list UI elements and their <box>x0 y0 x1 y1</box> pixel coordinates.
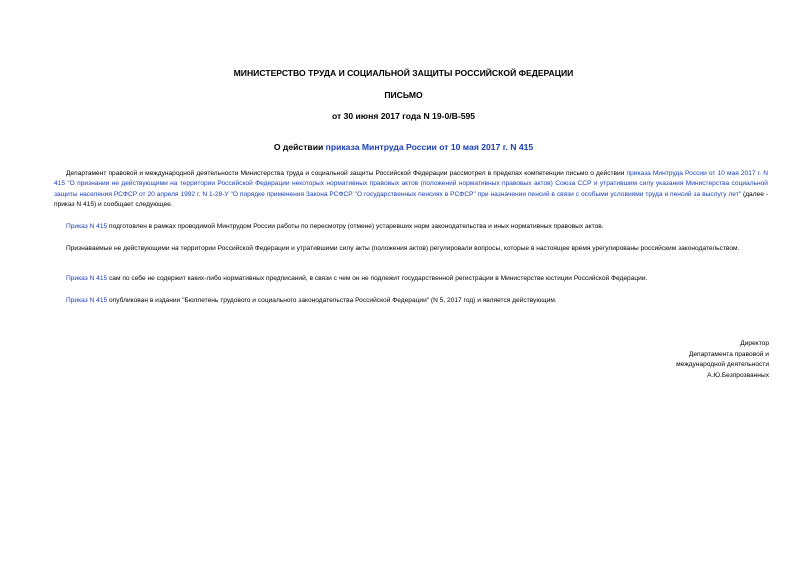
paragraph-3-text: Признаваемые не действующими на территории Российской Федерации и утратившими силу акты (положения актов) регулировали вопросы, которые в настоящее время урегулированы российским законодательством. <box>66 245 740 252</box>
paragraph-2 <box>54 222 768 232</box>
paragraph-5-order-link[interactable]: Приказ N 415 <box>66 297 108 304</box>
subject-prefix: О действии <box>273 142 326 152</box>
signature-name: А.Ю.Безпрозванных <box>707 371 769 379</box>
signature-position-line-1: Директор <box>740 340 769 347</box>
paragraph-4-text: сам по себе не содержит каких-либо нормативных предписаний, в связи с чем он не подлежит государственной регистрации в Министерстве юстиции Российской Федерации. <box>107 275 648 282</box>
signature-position-line-2: Департамента правовой и <box>688 350 769 358</box>
paragraph-1-text-a: Департамент правовой и международной деятельности Министерства труда и социальной защиты Российской Федерации рассмотрел в пределах компетенции письмо о действии <box>66 170 627 177</box>
paragraph-5-text: опубликован в издании "Бюллетень трудового и социального законодательства Российской Федерации" (N 5, 2017 год) и является действующим. <box>107 297 557 304</box>
ministry-title: МИНИСТЕРСТВО ТРУДА И СОЦИАЛЬНОЙ ЗАЩИТЫ РОССИЙСКОЙ ФЕДЕРАЦИИ <box>233 68 574 78</box>
document-subject <box>0 142 807 153</box>
paragraph-2-text: подготовлен в рамках проводимой Минтрудом России работы по пересмотру (отмене) устаревших норм законодательства и иных нормативных правовых актов. <box>107 223 604 230</box>
signature-position-line-3: международной деятельности <box>676 361 769 369</box>
paragraph-1-order-link[interactable]: приказа Минтруда России от 10 мая 2017 г. N 415 "О признании не действующими на территории Российской Федерации некоторых нормативных правовых актов (положений нормативных правовых актов) Союза ССР и утратившим силу указания Министерства социальной защиты населения РСФСР от 20 апреля 1992 г. N 1-28-У "О порядке применения Закона РСФСР "О государственных пенсиях в РСФСР" при назначении пенсий в связи с особыми условиями труда и пенсий за выслугу лет" <box>54 170 768 198</box>
paragraph-2-order-link[interactable]: Приказ N 415 <box>66 223 108 230</box>
subject-order-link[interactable]: приказа Минтруда России от 10 мая 2017 г. N 415 <box>325 142 534 152</box>
paragraph-4-order-link[interactable]: Приказ N 415 <box>66 275 108 282</box>
document-date-number: от 30 июня 2017 года N 19-0/В-595 <box>331 111 476 121</box>
paragraph-3 <box>54 244 768 254</box>
paragraph-4 <box>54 274 768 284</box>
paragraph-1-text-b: (далее - приказ N 415) и сообщает следующее. <box>54 190 768 209</box>
paragraph-1 <box>54 169 768 211</box>
paragraph-5 <box>54 296 768 306</box>
signature-block <box>676 339 769 381</box>
document-type: ПИСЬМО <box>384 90 423 100</box>
